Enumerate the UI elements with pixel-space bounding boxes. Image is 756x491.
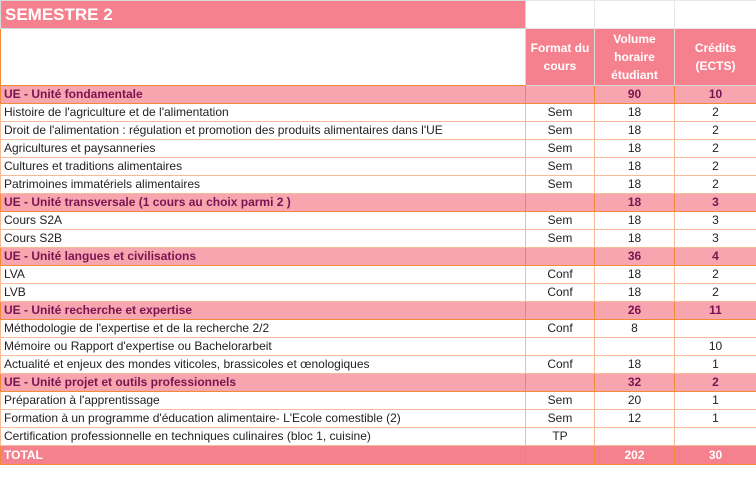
cell-label: Certification professionnelle en techniques culinaires (bloc 1, cuisine) bbox=[1, 428, 526, 446]
cell-label: UE - Unité fondamentale bbox=[1, 86, 526, 104]
ue-row bbox=[1, 248, 756, 266]
header-volume: Volume horaire étudiant bbox=[595, 29, 675, 86]
cell-label: UE - Unité recherche et expertise bbox=[1, 302, 526, 320]
cell-label: Cours S2B bbox=[1, 230, 526, 248]
cell-volume: 18 bbox=[595, 104, 675, 122]
cell-label: UE - Unité transversale (1 cours au choix parmi 2 ) bbox=[1, 194, 526, 212]
course-row bbox=[1, 104, 756, 122]
cell-label: Préparation à l'apprentissage bbox=[1, 392, 526, 410]
cell-format: Conf bbox=[526, 320, 595, 338]
cell-volume: 18 bbox=[595, 176, 675, 194]
course-row bbox=[1, 320, 756, 338]
cell-volume: 18 bbox=[595, 158, 675, 176]
header-row bbox=[1, 29, 756, 86]
cell-format: Sem bbox=[526, 230, 595, 248]
total-credits: 30 bbox=[675, 446, 756, 465]
cell-volume: 8 bbox=[595, 320, 675, 338]
course-row bbox=[1, 212, 756, 230]
ue-row bbox=[1, 86, 756, 104]
cell-format: TP bbox=[526, 428, 595, 446]
cell-format: Sem bbox=[526, 158, 595, 176]
cell-label: Agricultures et paysanneries bbox=[1, 140, 526, 158]
total-format bbox=[526, 446, 595, 465]
cell-credits: 2 bbox=[675, 374, 756, 392]
ue-row bbox=[1, 374, 756, 392]
cell-credits: 1 bbox=[675, 392, 756, 410]
cell-format bbox=[526, 194, 595, 212]
cell-credits: 2 bbox=[675, 140, 756, 158]
cell-credits: 2 bbox=[675, 284, 756, 302]
cell-label: Patrimoines immatériels alimentaires bbox=[1, 176, 526, 194]
cell-format: Sem bbox=[526, 410, 595, 428]
cell-format bbox=[526, 86, 595, 104]
cell-volume: 20 bbox=[595, 392, 675, 410]
cell-volume: 36 bbox=[595, 248, 675, 266]
cell-volume: 18 bbox=[595, 230, 675, 248]
cell-format: Conf bbox=[526, 284, 595, 302]
cell-credits: 3 bbox=[675, 212, 756, 230]
cell-credits: 3 bbox=[675, 194, 756, 212]
cell-credits: 1 bbox=[675, 410, 756, 428]
course-row bbox=[1, 284, 756, 302]
cell-volume: 18 bbox=[595, 194, 675, 212]
cell-label: Droit de l'alimentation : régulation et promotion des produits alimentaires dans l'UE bbox=[1, 122, 526, 140]
cell-credits: 10 bbox=[675, 86, 756, 104]
ue-row bbox=[1, 194, 756, 212]
cell-format: Sem bbox=[526, 122, 595, 140]
cell-volume: 18 bbox=[595, 356, 675, 374]
cell-label: Cours S2A bbox=[1, 212, 526, 230]
course-row bbox=[1, 392, 756, 410]
cell-credits bbox=[675, 320, 756, 338]
cell-volume: 90 bbox=[595, 86, 675, 104]
cell-credits bbox=[675, 428, 756, 446]
cell-format: Sem bbox=[526, 176, 595, 194]
cell-credits: 2 bbox=[675, 122, 756, 140]
cell-credits: 2 bbox=[675, 176, 756, 194]
cell-format: Sem bbox=[526, 140, 595, 158]
cell-volume bbox=[595, 338, 675, 356]
cell-label: Méthodologie de l'expertise et de la recherche 2/2 bbox=[1, 320, 526, 338]
cell-credits: 2 bbox=[675, 104, 756, 122]
total-volume: 202 bbox=[595, 446, 675, 465]
cell-credits: 2 bbox=[675, 266, 756, 284]
course-row bbox=[1, 230, 756, 248]
cell-credits: 11 bbox=[675, 302, 756, 320]
cell-credits: 4 bbox=[675, 248, 756, 266]
course-row bbox=[1, 122, 756, 140]
header-format: Format du cours bbox=[526, 29, 595, 86]
cell-label: Cultures et traditions alimentaires bbox=[1, 158, 526, 176]
cell-volume: 12 bbox=[595, 410, 675, 428]
ue-row bbox=[1, 302, 756, 320]
cell-credits: 2 bbox=[675, 158, 756, 176]
cell-label: Actualité et enjeux des mondes viticoles, brassicoles et œnologiques bbox=[1, 356, 526, 374]
total-label: TOTAL bbox=[1, 446, 526, 465]
title-row bbox=[1, 1, 756, 29]
cell-format bbox=[526, 338, 595, 356]
cell-label: Histoire de l'agriculture et de l'alimentation bbox=[1, 104, 526, 122]
course-row bbox=[1, 176, 756, 194]
cell-credits: 1 bbox=[675, 356, 756, 374]
cell-credits: 3 bbox=[675, 230, 756, 248]
semester-title: SEMESTRE 2 bbox=[1, 1, 526, 29]
cell-format bbox=[526, 374, 595, 392]
course-row bbox=[1, 356, 756, 374]
course-row bbox=[1, 266, 756, 284]
cell-volume: 18 bbox=[595, 212, 675, 230]
cell-volume bbox=[595, 428, 675, 446]
cell-label: LVA bbox=[1, 266, 526, 284]
course-row bbox=[1, 140, 756, 158]
cell-credits: 10 bbox=[675, 338, 756, 356]
course-row bbox=[1, 158, 756, 176]
cell-volume: 18 bbox=[595, 140, 675, 158]
cell-volume: 18 bbox=[595, 266, 675, 284]
cell-volume: 18 bbox=[595, 122, 675, 140]
course-row bbox=[1, 410, 756, 428]
course-row bbox=[1, 428, 756, 446]
cell-label: UE - Unité langues et civilisations bbox=[1, 248, 526, 266]
cell-format bbox=[526, 302, 595, 320]
cell-volume: 18 bbox=[595, 284, 675, 302]
cell-format: Sem bbox=[526, 392, 595, 410]
cell-volume: 26 bbox=[595, 302, 675, 320]
cell-label: Mémoire ou Rapport d'expertise ou Bachelorarbeit bbox=[1, 338, 526, 356]
total-row bbox=[1, 446, 756, 465]
cell-label: LVB bbox=[1, 284, 526, 302]
cell-format: Conf bbox=[526, 356, 595, 374]
cell-format: Conf bbox=[526, 266, 595, 284]
cell-format bbox=[526, 248, 595, 266]
cell-format: Sem bbox=[526, 104, 595, 122]
course-row bbox=[1, 338, 756, 356]
cell-format: Sem bbox=[526, 212, 595, 230]
cell-label: Formation à un programme d'éducation alimentaire- L'Ecole comestible (2) bbox=[1, 410, 526, 428]
cell-label: UE - Unité projet et outils professionnels bbox=[1, 374, 526, 392]
cell-volume: 32 bbox=[595, 374, 675, 392]
header-credits: Crédits (ECTS) bbox=[675, 29, 756, 86]
